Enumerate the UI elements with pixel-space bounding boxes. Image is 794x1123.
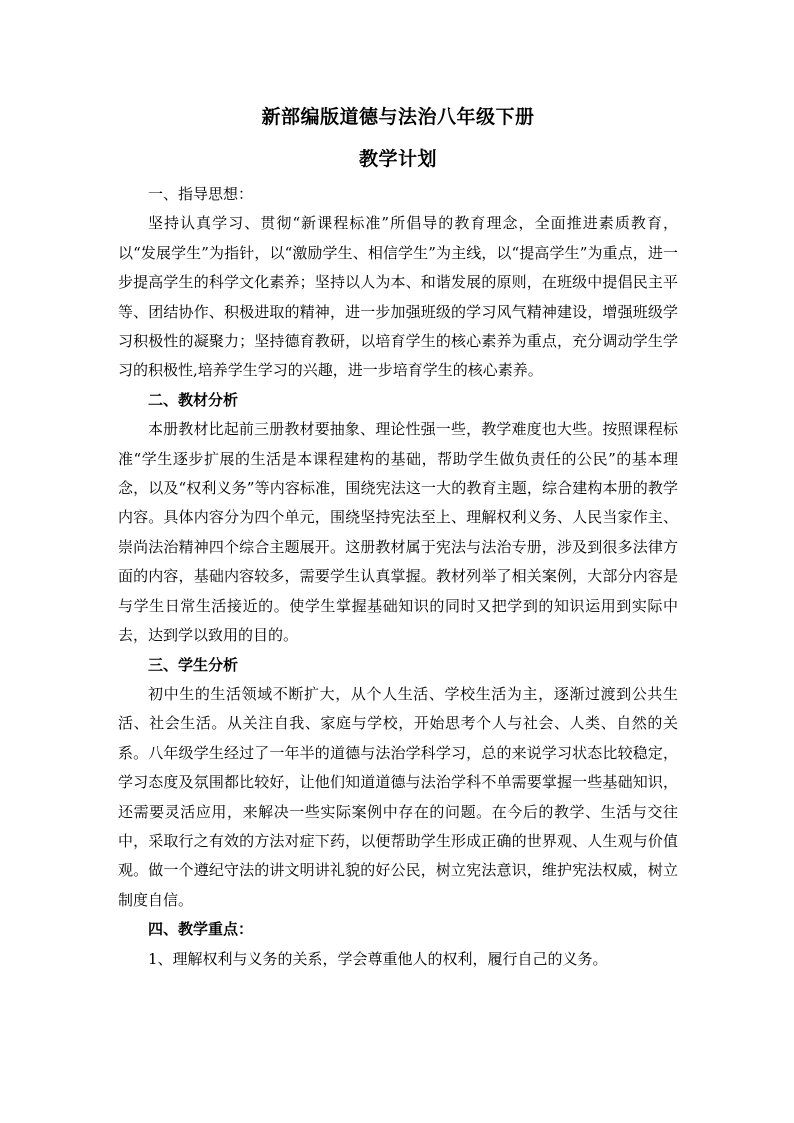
section-guiding-ideology	[118, 180, 678, 386]
section-student-analysis	[118, 651, 678, 916]
section-paragraph: 坚持认真学习、贯彻“新课程标准”所倡导的教育理念，全面推进素质教育，以“发展学生”为指针，以“激励学生、相信学生”为主线，以“提高学生”为重点，进一步提高学生的科学文化素养；坚持以人为本、和谐发展的原则，在班级中提倡民主平等、团结协作、积极进取的精神，进一步加强班级的学习风气精神建设，增强班级学习积极性的凝聚力；坚持德育教研，以培育学生的核心素养为重点，充分调动学生学习的积极性,培养学生学习的兴趣，进一步培育学生的核心素养。	[118, 214, 678, 380]
document-page	[118, 98, 678, 974]
section-textbook-analysis	[118, 386, 678, 651]
section-heading: 二、教材分析	[148, 390, 239, 409]
document-subtitle: 教学计划	[358, 148, 437, 170]
section-paragraph: 本册教材比起前三册教材要抽象、理论性强一些，教学难度也大些。按照课程标准“学生逐步扩展的生活是本课程建构的基础，帮助学生做负责任的公民”的基本理念，以及“权利义务”等内容标准，围绕宪法这一大的教育主题，综合建构本册的教学内容。具体内容分为四个单元，围绕坚持宪法至上、理解权利义务、人民当家作主、崇尚法治精神四个综合主题展开。这册教材属于宪法与法治专册，涉及到很多法律方面的内容，基础内容较多，需要学生认真掌握。教材列举了相关案例，大部分内容是与学生日常生活接近的。使学生掌握基础知识的同时又把学到的知识运用到实际中去，达到学以致用的目的。	[118, 420, 678, 645]
section-paragraph: 1、理解权利与义务的关系，学会尊重他人的权利，履行自己的义务。	[148, 949, 608, 968]
section-paragraph: 初中生的生活领域不断扩大，从个人生活、学校生活为主，逐渐过渡到公共生活、社会生活。从关注自我、家庭与学校，开始思考个人与社会、人类、自然的关系。八年级学生经过了一年半的道德与法治学科学习，总的来说学习状态比较稳定，学习态度及氛围都比较好，让他们知道道德与法治学科不单需要掌握一些基础知识，还需要灵活应用，来解决一些实际案例中存在的问题。在今后的教学、生活与交往中，采取行之有效的方法对症下药，以便帮助学生形成正确的世界观、人生观与价值观。做一个遵纪守法的讲文明讲礼貌的好公民，树立宪法意识，维护宪法权威，树立制度自信。	[118, 684, 678, 909]
section-heading: 三、学生分析	[148, 655, 239, 674]
section-heading: 四、教学重点：	[148, 920, 254, 939]
section-heading: 一、指导思想：	[148, 185, 254, 203]
document-title: 新部编版道德与法治八年级下册	[261, 106, 535, 128]
section-teaching-focus	[118, 915, 678, 974]
